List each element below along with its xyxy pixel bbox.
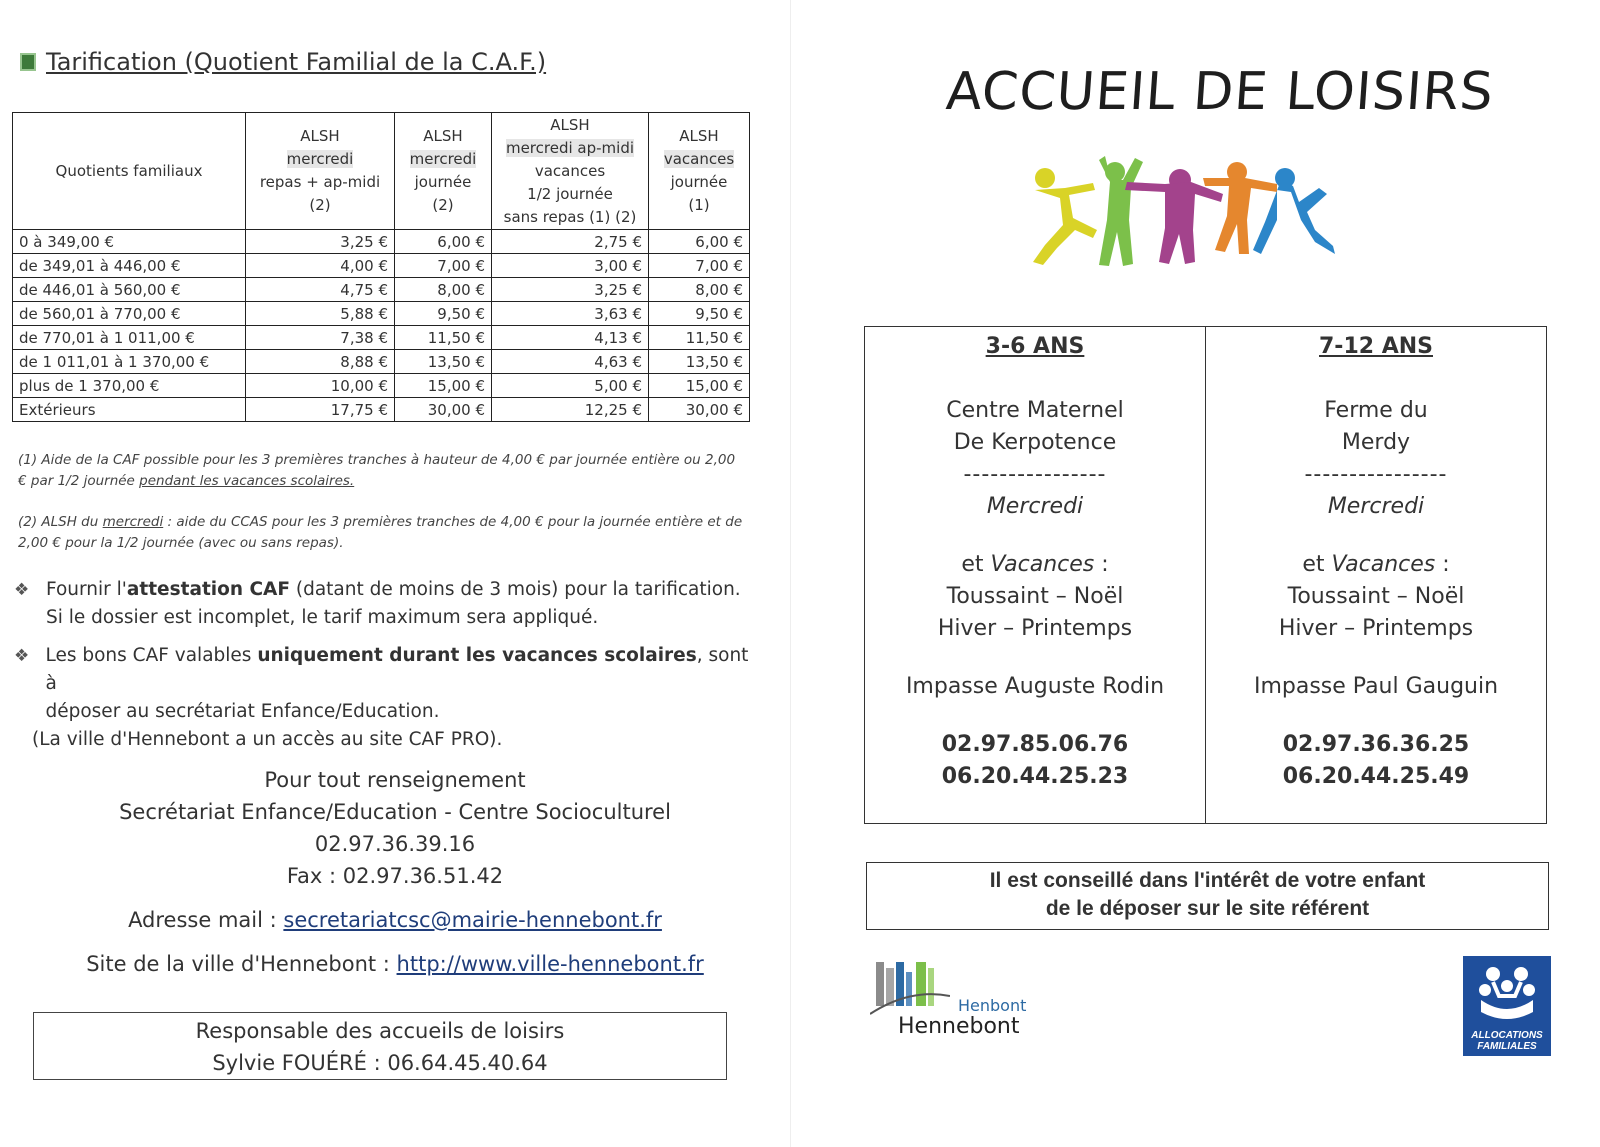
page-title: ACCUEIL DE LOISIRS: [944, 62, 1496, 122]
header-quotients: Quotients familiaux: [13, 113, 246, 230]
footnote-1: (1) Aide de la CAF possible pour les 3 premières tranches à hauteur de 4,00 € par journée entière ou 2,00 € par 1/2 journée pendant les vacances scolaires.: [18, 452, 736, 489]
caf-family-icon: [1463, 956, 1551, 1028]
hennebont-emblem-icon: [870, 958, 950, 1018]
header-vacances-journee: ALSH vacances journée (1): [649, 113, 750, 230]
caf-pro-note: (La ville d'Hennebont a un accès au site CAF PRO).: [32, 729, 503, 750]
fold-line: [790, 0, 791, 1147]
phone-number: 02.97.36.36.25: [1282, 732, 1470, 757]
hennebont-logo: Henbont Hennebont: [870, 958, 1040, 1038]
website-link[interactable]: http://www.ville-hennebont.fr: [396, 952, 704, 976]
table-row: de 1 011,01 à 1 370,00 € 8,88 € 13,50 € 4,63 € 13,50 €: [13, 350, 750, 374]
child-blue-figure: [1253, 168, 1335, 254]
age-heading: 3-6 ANS: [985, 334, 1085, 359]
age-heading: 7-12 ANS: [1319, 334, 1433, 359]
table-row: de 770,01 à 1 011,00 € 7,38 € 11,50 € 4,13 € 11,50 €: [13, 326, 750, 350]
table-row: de 560,01 à 770,00 € 5,88 € 9,50 € 3,63 € 9,50 €: [13, 302, 750, 326]
diamond-bullet-icon: ❖: [14, 580, 30, 600]
phone-number: 06.20.44.25.49: [1282, 764, 1470, 789]
age-groups-box: [864, 326, 1547, 824]
header-mercredi-apmidi-vacances: ALSH mercredi ap-midi vacances 1/2 journée sans repas (1) (2): [492, 113, 649, 230]
footnote-2: (2) ALSH du mercredi : aide du CCAS pour les 3 premières tranches de 4,00 € pour la journée entière et de 2,00 € pour la 1/2 journée (avec ou sans repas).: [18, 514, 743, 551]
header-mercredi-journee: ALSH mercredi journée (2): [395, 113, 492, 230]
email-link[interactable]: secretariatcsc@mairie-hennebont.fr: [283, 908, 662, 932]
info-bullet-attestation: ❖ Fournir l'attestation CAF (datant de moins de 3 mois) pour la tarification. Si le dossier est incomplet, le tarif maximum sera appliqué.: [14, 576, 754, 632]
address: Impasse Auguste Rodin: [905, 674, 1165, 699]
jumping-children-illustration: [1015, 150, 1360, 280]
phone-number: 06.20.44.25.23: [941, 764, 1129, 789]
table-row: de 446,01 à 560,00 € 4,75 € 8,00 € 3,25 € 8,00 €: [13, 278, 750, 302]
table-row: Extérieurs 17,75 € 30,00 € 12,25 € 30,00 €: [13, 398, 750, 422]
column-7-12-ans: 7-12 ANS Ferme du Merdy ---------------- Mercredi et Vacances : Toussaint – Noël Hiver – Printemps Impasse Paul Gauguin 02.97.36.36.25 06.20.44.25.49: [1205, 327, 1546, 823]
secretariat-fax: Fax : 02.97.36.51.42: [286, 864, 504, 888]
responsable-box: Responsable des accueils de loisirs Sylvie FOUÉRÉ : 06.64.45.40.64: [33, 1012, 727, 1080]
secretariat-phone: 02.97.36.39.16: [314, 832, 476, 856]
contact-block: Pour tout renseignement Secrétariat Enfance/Education - Centre Socioculturel 02.97.36.39.16 Fax : 02.97.36.51.42 Adresse mail : secretariatcsc@mairie-hennebont.fr Site de la ville d'Hennebont : http://www.ville-hennebont.fr: [40, 764, 750, 980]
tarification-title-text: Tarification (Quotient Familial de la C.A.F.): [46, 48, 547, 76]
address: Impasse Paul Gauguin: [1253, 674, 1499, 699]
tarification-table: [12, 112, 750, 422]
header-mercredi-repas: ALSH mercredi repas + ap-midi (2): [246, 113, 395, 230]
info-bullet-bons-caf: ❖ Les bons CAF valables uniquement durant les vacances scolaires, sont à déposer au secrétariat Enfance/Education. (La ville d'Hennebont a un accès au site CAF PRO).: [14, 642, 754, 754]
diamond-bullet-icon: ❖: [14, 646, 30, 666]
table-row: plus de 1 370,00 € 10,00 € 15,00 € 5,00 € 15,00 €: [13, 374, 750, 398]
child-green-figure: [1099, 156, 1143, 266]
square-bullet-icon: [20, 53, 36, 71]
tarification-title: [20, 48, 546, 76]
caf-logo: ALLOCATIONS FAMILIALES: [1463, 956, 1551, 1056]
table-row: de 349,01 à 446,00 € 4,00 € 7,00 € 3,00 € 7,00 €: [13, 254, 750, 278]
table-header-row: [13, 113, 750, 230]
column-3-6-ans: 3-6 ANS Centre Maternel De Kerpotence ---------------- Mercredi et Vacances : Toussaint – Noël Hiver – Printemps Impasse Auguste Rodin 02.97.85.06.76 06.20.44.25.23: [865, 327, 1205, 823]
table-row: 0 à 349,00 € 3,25 € 6,00 € 2,75 € 6,00 €: [13, 230, 750, 254]
advice-box: Il est conseillé dans l'intérêt de votre enfant de le déposer sur le site référent: [866, 862, 1549, 930]
phone-number: 02.97.85.06.76: [941, 732, 1129, 757]
child-yellow-figure: [1033, 168, 1097, 265]
